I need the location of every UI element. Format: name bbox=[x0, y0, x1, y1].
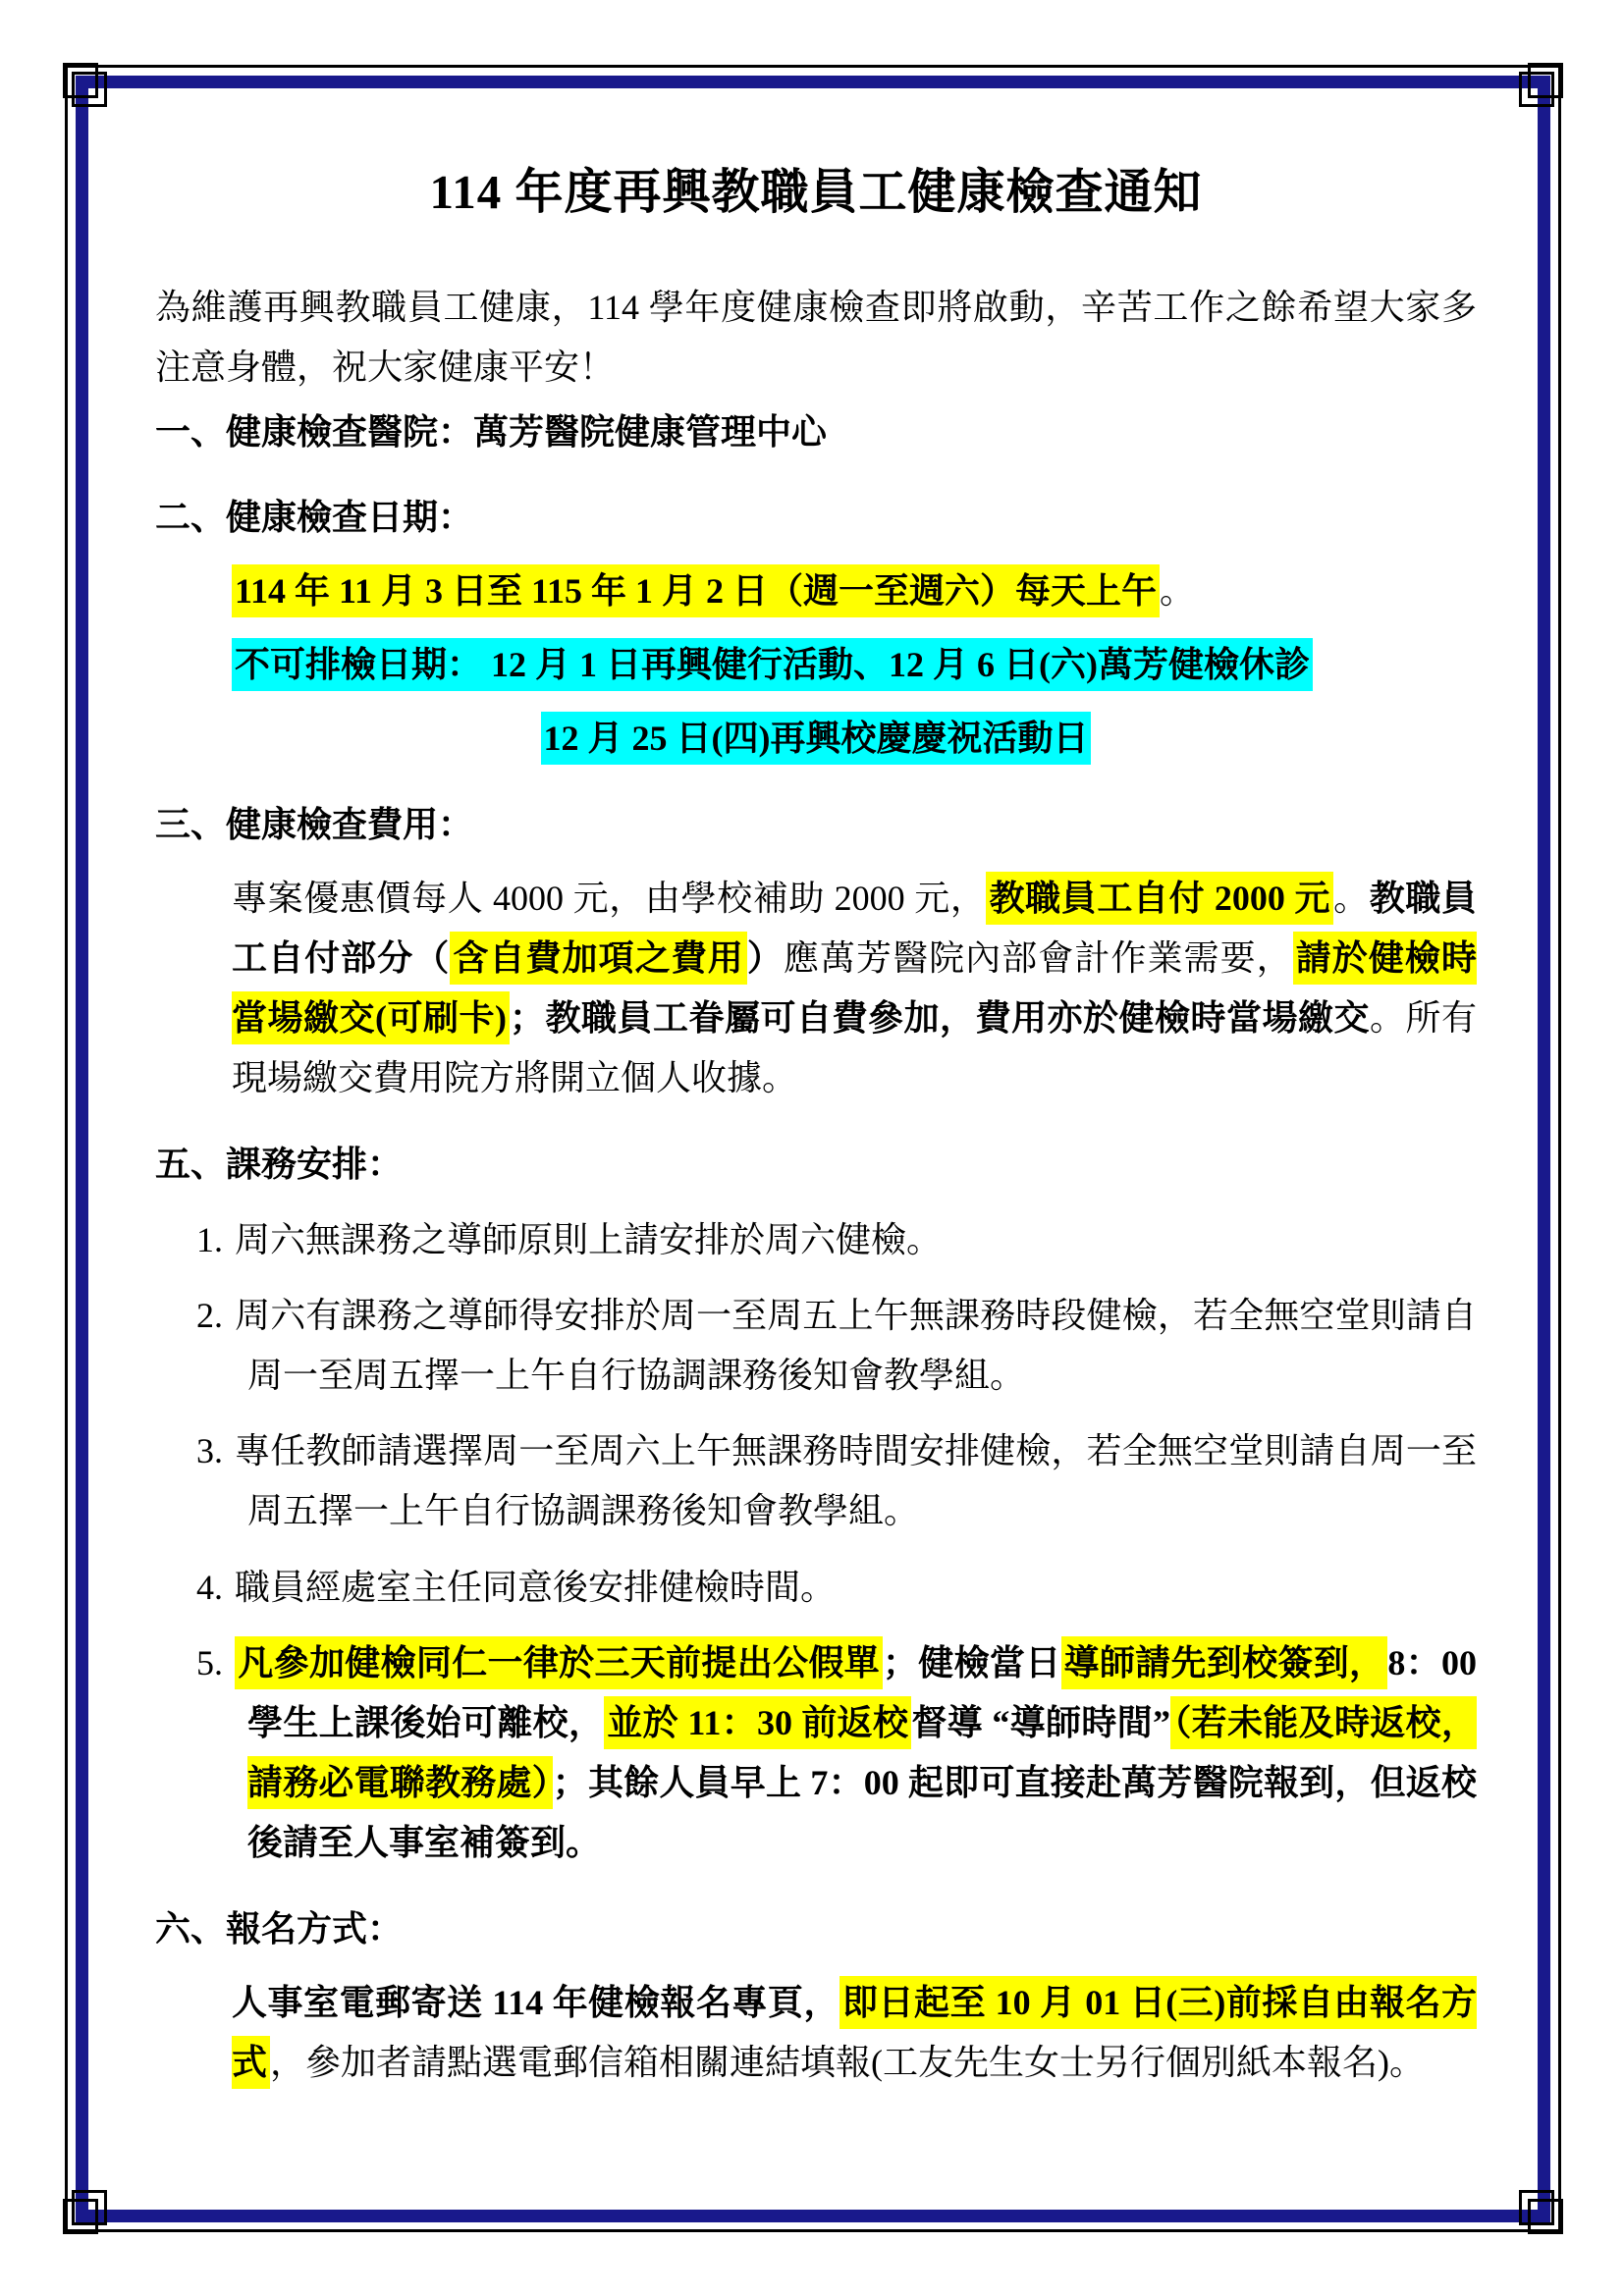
fee-seg-7: 應萬芳醫院內部會計作業需要， bbox=[783, 937, 1293, 978]
item-number: 4. bbox=[196, 1567, 223, 1607]
corner-square bbox=[1519, 2190, 1554, 2225]
intro-paragraph: 為維護再興教職員工健康，114 學年度健康檢查即將啟動，辛苦工作之餘希望大家多注意身體，祝大家健康平安！ bbox=[155, 288, 1477, 388]
corner-ornament-bottom-right bbox=[1520, 2191, 1563, 2234]
section-6-heading: 六、報名方式： bbox=[155, 1908, 404, 1949]
no-exam-dates-line-2 bbox=[155, 709, 1477, 769]
fee-paragraph bbox=[232, 869, 1477, 1109]
schedule-list bbox=[196, 1210, 1477, 1874]
exam-date-period: 。 bbox=[1160, 571, 1196, 612]
fee-pay-onsite-highlight: 請於健檢時當場繳交(可刷卡) bbox=[232, 932, 1477, 1044]
exam-date-highlight: 114 年 11 月 3 日至 115 年 1 月 2 日（週一至週六）每天上午 bbox=[232, 564, 1160, 617]
registration-seg-3: ，參加者請點選電郵信箱相關連結填報(工友先生女士另行個別紙本報名)。 bbox=[270, 2042, 1425, 2082]
registration-seg-1: 人事室電郵寄送 114 年健檢報名專頁， bbox=[232, 1982, 839, 2022]
exam-date-line bbox=[232, 561, 1477, 621]
fee-self-pay-highlight: 教職員工自付 2000 元 bbox=[986, 872, 1333, 925]
corner-square bbox=[72, 72, 107, 107]
corner-square bbox=[1519, 72, 1554, 107]
registration-deadline-highlight: 即日起至 10 月 01 日(三)前採自由報名方式 bbox=[232, 1976, 1477, 2089]
item-text: 職員經處室主任同意後安排健檢時間。 bbox=[235, 1567, 837, 1607]
item-text: 周六無課務之導師原則上請安排於周六健檢。 bbox=[235, 1219, 943, 1259]
list-item-2 bbox=[196, 1286, 1477, 1406]
item-number: 2. bbox=[196, 1295, 223, 1335]
fee-seg-9: ；教職員工眷屬可自費參加，費用亦於健檢時當場繳交 bbox=[509, 998, 1370, 1039]
document-title: 114 年度再興教職員工健康檢查通知 bbox=[429, 165, 1203, 219]
item-text: 專任教師請選擇周一至周六上午無課務時間安排健檢，若全無空堂則請自周一至周五擇一上午自行協調課務後知會教學組。 bbox=[235, 1431, 1477, 1531]
item5-seg-2: ；健檢當日 bbox=[882, 1642, 1061, 1682]
item-text: 周六有課務之導師得安排於周一至周五上午無課務時段健檢，若全無空堂則請自周一至周五擇一上午自行協調課務後知會教學組。 bbox=[235, 1295, 1477, 1396]
corner-ornament-top-right bbox=[1520, 63, 1563, 106]
no-exam-dates-highlight-2: 12 月 25 日(四)再興校慶慶祝活動日 bbox=[541, 712, 1092, 765]
no-exam-dates-line-1 bbox=[232, 635, 1477, 695]
leave-form-highlight: 凡參加健檢同仁一律於三天前提出公假單 bbox=[235, 1636, 883, 1689]
fee-seg-3: 。 bbox=[1333, 878, 1370, 918]
fee-addon-highlight: 含自費加項之費用 bbox=[450, 932, 746, 985]
corner-ornament-bottom-left bbox=[63, 2191, 106, 2234]
corner-square bbox=[72, 2190, 107, 2225]
list-item-3 bbox=[196, 1421, 1477, 1541]
no-exam-dates-highlight-1: 不可排檢日期： 12 月 1 日再興健行活動、12 月 6 日(六)萬芳健檢休診 bbox=[232, 638, 1313, 691]
item-number: 1. bbox=[196, 1219, 223, 1259]
item5-seg-6: 督導 “導師時間” bbox=[911, 1703, 1170, 1743]
item-number: 3. bbox=[196, 1431, 223, 1471]
section-3-heading: 三、健康檢查費用： bbox=[155, 804, 474, 844]
list-item-5 bbox=[196, 1633, 1477, 1874]
item5-seg-4: 8：00 學生上課後始可離校， bbox=[247, 1642, 1477, 1743]
fee-seg-6: ） bbox=[746, 937, 784, 978]
list-item-1 bbox=[196, 1210, 1477, 1270]
teacher-signin-highlight: 導師請先到校簽到， bbox=[1061, 1636, 1388, 1689]
item5-seg-8: ；其餘人員早上 7：00 起即可直接赴萬芳醫院報到，但返校後請至人事室補簽到。 bbox=[247, 1763, 1477, 1863]
registration-paragraph bbox=[232, 1973, 1477, 2093]
fee-seg-10: 。所有現場繳交費用院方將開立個人收據。 bbox=[232, 998, 1477, 1098]
corner-ornament-top-left bbox=[63, 63, 106, 106]
section-5-heading: 五、課務安排： bbox=[155, 1144, 404, 1184]
fee-seg-1: 專案優惠價每人 4000 元，由學校補助 2000 元， bbox=[232, 878, 987, 918]
call-office-highlight: （若未能及時返校，請務必電聯教務處） bbox=[247, 1696, 1477, 1809]
item-number: 5. bbox=[196, 1642, 223, 1682]
section-1-heading: 一、健康檢查醫院：萬芳醫院健康管理中心 bbox=[155, 411, 828, 452]
section-2-heading: 二、健康檢查日期： bbox=[155, 497, 474, 537]
return-1130-highlight: 並於 11：30 前返校 bbox=[604, 1696, 911, 1749]
document-body bbox=[155, 94, 1477, 2093]
list-item-4 bbox=[196, 1558, 1477, 1618]
fee-seg-4: 教職員工自付部分（ bbox=[232, 878, 1477, 978]
